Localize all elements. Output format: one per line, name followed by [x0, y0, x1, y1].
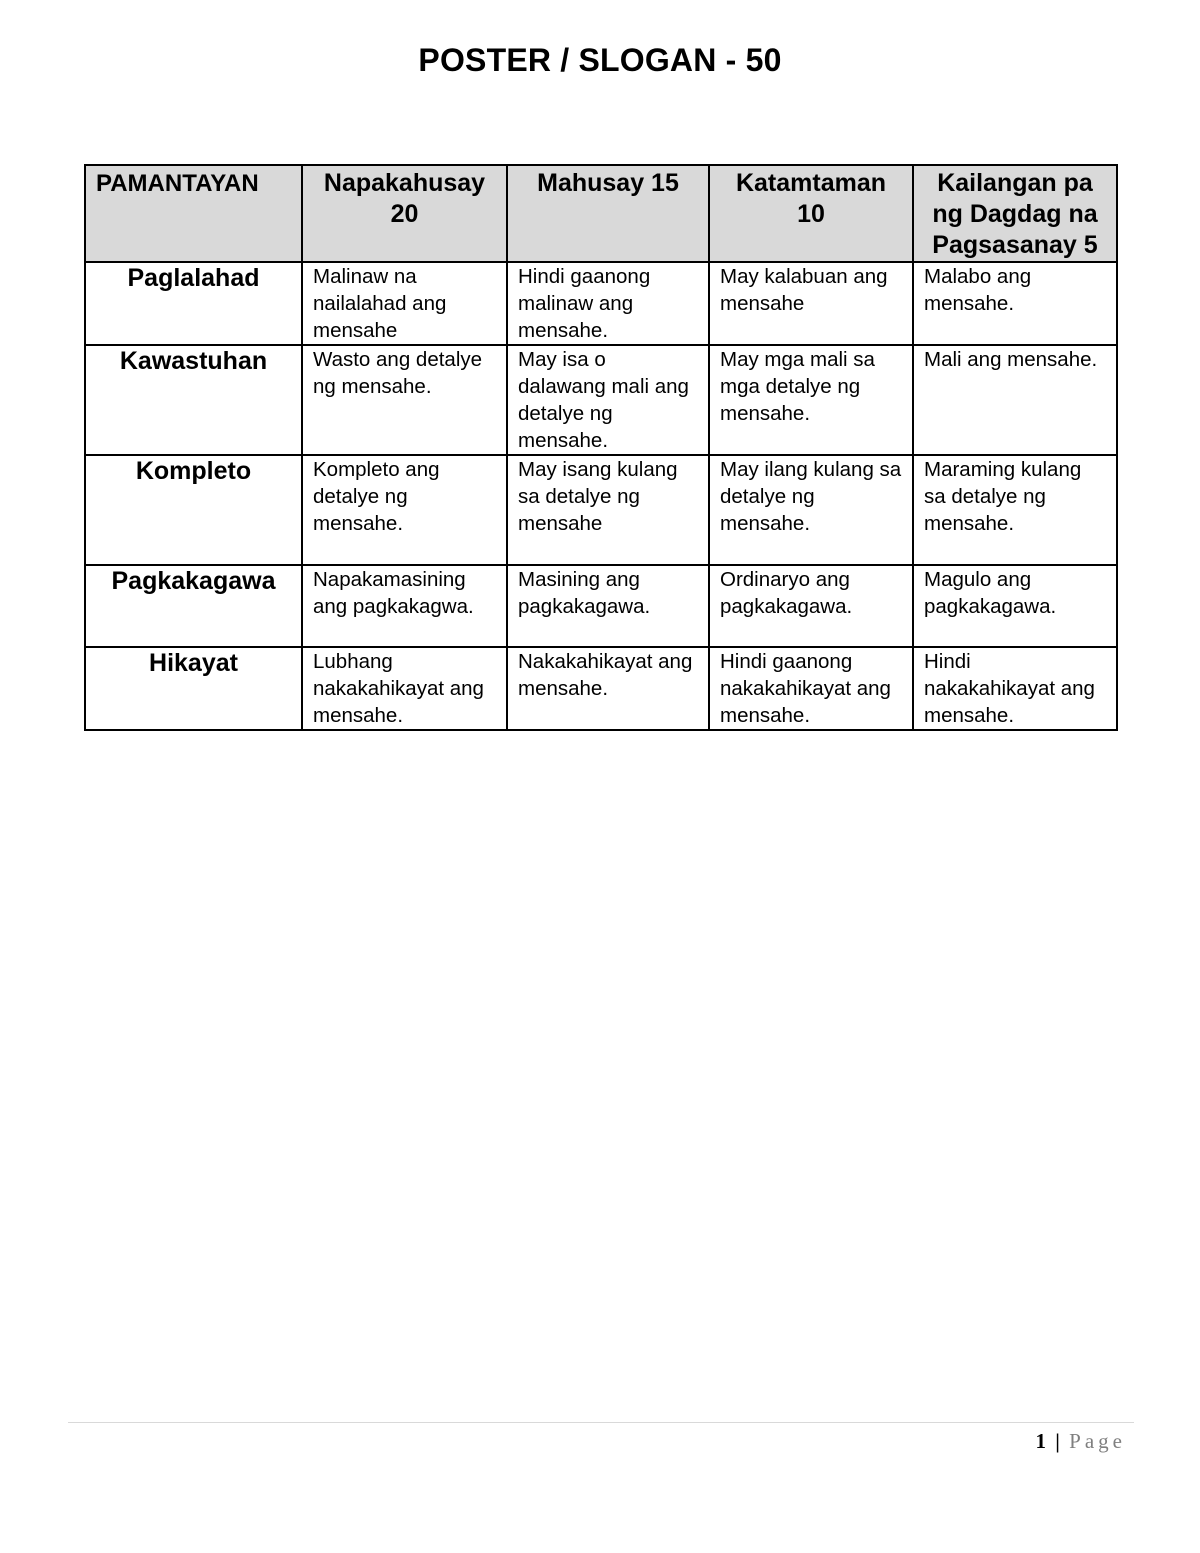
header-kailangan: Kailangan pa ng Dagdag na Pagsasanay 5: [913, 165, 1117, 262]
table-cell: May ilang kulang sa detalye ng mensahe.: [709, 455, 913, 565]
footer-separator: |: [1055, 1429, 1060, 1453]
page-footer: [1036, 1428, 1126, 1454]
table-cell: Masining ang pagkakagawa.: [507, 565, 709, 647]
table-row: [85, 455, 1117, 565]
criterion-cell: Kompleto: [85, 455, 302, 565]
rubric-table: [84, 164, 1118, 731]
table-cell: Mali ang mensahe.: [913, 345, 1117, 455]
table-cell: Napakamasining ang pagkakagwa.: [302, 565, 507, 647]
header-row: [85, 165, 1117, 262]
page-title: POSTER / SLOGAN - 50: [418, 42, 782, 78]
header-napakahusay: Napakahusay 20: [302, 165, 507, 262]
criterion-cell: Pagkakagawa: [85, 565, 302, 647]
table-cell: Kompleto ang detalye ng mensahe.: [302, 455, 507, 565]
table-cell: Hindi nakakahikayat ang mensahe.: [913, 647, 1117, 730]
table-cell: Nakakahikayat ang mensahe.: [507, 647, 709, 730]
page-label: Page: [1069, 1429, 1126, 1453]
table-row: [85, 565, 1117, 647]
table-row: [85, 262, 1117, 345]
table-cell: May isa o dalawang mali ang detalye ng mensahe.: [507, 345, 709, 455]
footer-divider: [68, 1422, 1134, 1423]
table-row: [85, 647, 1117, 730]
header-mahusay: Mahusay 15: [507, 165, 709, 262]
table-row: [85, 345, 1117, 455]
table-cell: Malabo ang mensahe.: [913, 262, 1117, 345]
table-cell: Ordinaryo ang pagkakagawa.: [709, 565, 913, 647]
header-katamtaman: Katamtaman 10: [709, 165, 913, 262]
table-cell: May kalabuan ang mensahe: [709, 262, 913, 345]
table-cell: Lubhang nakakahikayat ang mensahe.: [302, 647, 507, 730]
table-cell: Hindi gaanong nakakahikayat ang mensahe.: [709, 647, 913, 730]
table-cell: Magulo ang pagkakagawa.: [913, 565, 1117, 647]
table-cell: Maraming kulang sa detalye ng mensahe.: [913, 455, 1117, 565]
table-cell: May mga mali sa mga detalye ng mensahe.: [709, 345, 913, 455]
header-pamantayan: PAMANTAYAN: [85, 165, 302, 262]
criterion-cell: Kawastuhan: [85, 345, 302, 455]
table-cell: May isang kulang sa detalye ng mensahe: [507, 455, 709, 565]
criterion-cell: Hikayat: [85, 647, 302, 730]
table-cell: Hindi gaanong malinaw ang mensahe.: [507, 262, 709, 345]
table-cell: Wasto ang detalye ng mensahe.: [302, 345, 507, 455]
table-cell: Malinaw na nailalahad ang mensahe: [302, 262, 507, 345]
page-number: 1: [1035, 1429, 1047, 1453]
criterion-cell: Paglalahad: [85, 262, 302, 345]
